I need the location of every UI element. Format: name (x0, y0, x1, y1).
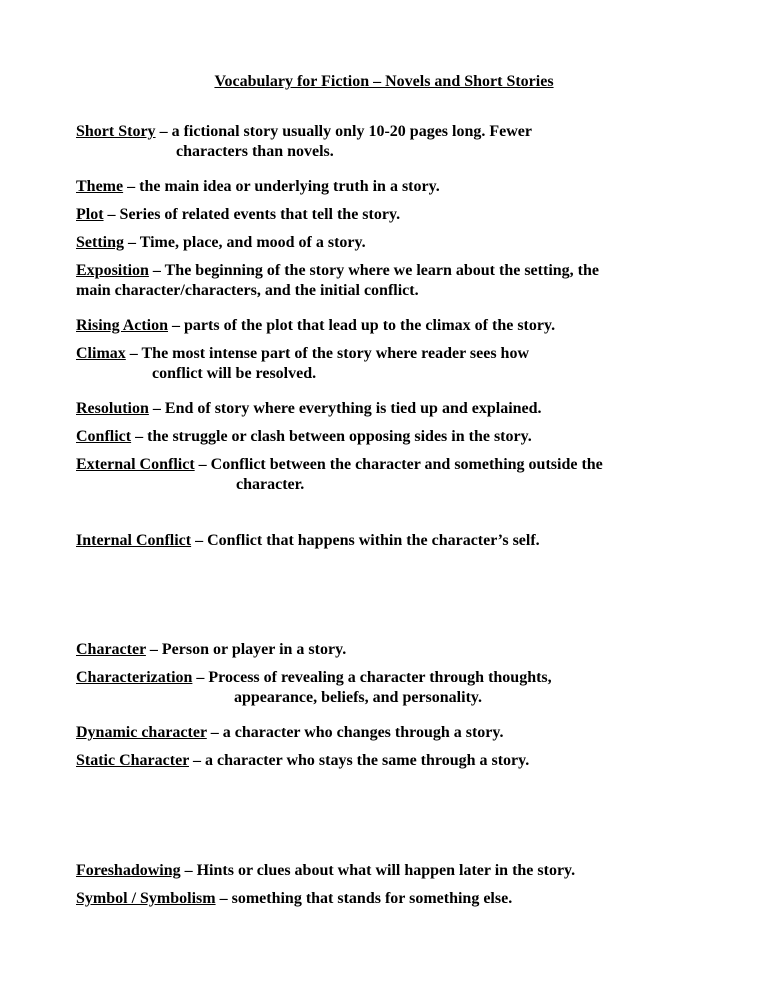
term: Dynamic character (76, 724, 207, 741)
term: Theme (76, 178, 124, 195)
term: Conflict (76, 428, 132, 445)
entry-plot (76, 205, 696, 225)
entry-symbolism (76, 889, 696, 909)
definition: – Time, place, and mood of a story. (124, 234, 366, 251)
term: Characterization (76, 669, 193, 686)
entry-climax (76, 344, 696, 384)
term: Setting (76, 234, 124, 251)
definition: – a fictional story usually only 10-20 pages long. Fewer (155, 123, 532, 140)
definition: – End of story where everything is tied up and explained. (148, 400, 542, 417)
entry-exposition (76, 261, 696, 301)
definition: – a character who changes through a story. (206, 724, 504, 741)
entry-foreshadowing (76, 861, 696, 881)
entry-rising-action (76, 316, 696, 336)
definition-continued: character. (236, 476, 305, 493)
definition: – Hints or clues about what will happen later in the story. (180, 862, 576, 879)
definition-continued: conflict will be resolved. (152, 365, 317, 382)
entry-external-conflict (76, 455, 696, 495)
definition-continued: appearance, beliefs, and personality. (234, 689, 483, 706)
entry-character (76, 640, 696, 660)
definition: – something that stands for something else. (215, 890, 513, 907)
entry-theme (76, 177, 696, 197)
definition: – parts of the plot that lead up to the climax of the story. (168, 317, 556, 334)
definition: – a character who stays the same through a story. (189, 752, 530, 769)
definition: – Conflict that happens within the character’s self. (191, 532, 540, 549)
definition: – Series of related events that tell the story. (103, 206, 401, 223)
definition: – Process of revealing a character through thoughts, (192, 669, 552, 686)
term: Plot (76, 206, 104, 223)
definition-continued: main character/characters, and the initial conflict. (76, 282, 419, 299)
term: Exposition (76, 262, 149, 279)
term: Internal Conflict (76, 532, 192, 549)
term: Static Character (76, 752, 189, 769)
term: External Conflict (76, 456, 195, 473)
term: Rising Action (76, 317, 169, 334)
definition: – the struggle or clash between opposing sides in the story. (131, 428, 532, 445)
definition-continued: characters than novels. (176, 143, 334, 160)
entry-characterization (76, 668, 696, 708)
entry-resolution (76, 399, 696, 419)
definition: – The beginning of the story where we learn about the setting, the (148, 262, 599, 279)
entry-internal-conflict (76, 531, 696, 551)
definition: – the main idea or underlying truth in a story. (123, 178, 440, 195)
term: Short Story (76, 123, 156, 140)
term: Foreshadowing (76, 862, 181, 879)
entry-static-character (76, 751, 696, 771)
definition: – The most intense part of the story where reader sees how (125, 345, 529, 362)
entry-dynamic-character (76, 723, 696, 743)
definition: – Person or player in a story. (145, 641, 347, 658)
term: Character (76, 641, 146, 658)
term: Climax (76, 345, 126, 362)
entry-setting (76, 233, 696, 253)
entry-conflict (76, 427, 696, 447)
definition: – Conflict between the character and something outside the (194, 456, 603, 473)
term: Resolution (76, 400, 149, 417)
entry-short-story (76, 122, 696, 162)
document-title: Vocabulary for Fiction – Novels and Short Stories (214, 73, 554, 90)
term: Symbol / Symbolism (76, 890, 216, 907)
